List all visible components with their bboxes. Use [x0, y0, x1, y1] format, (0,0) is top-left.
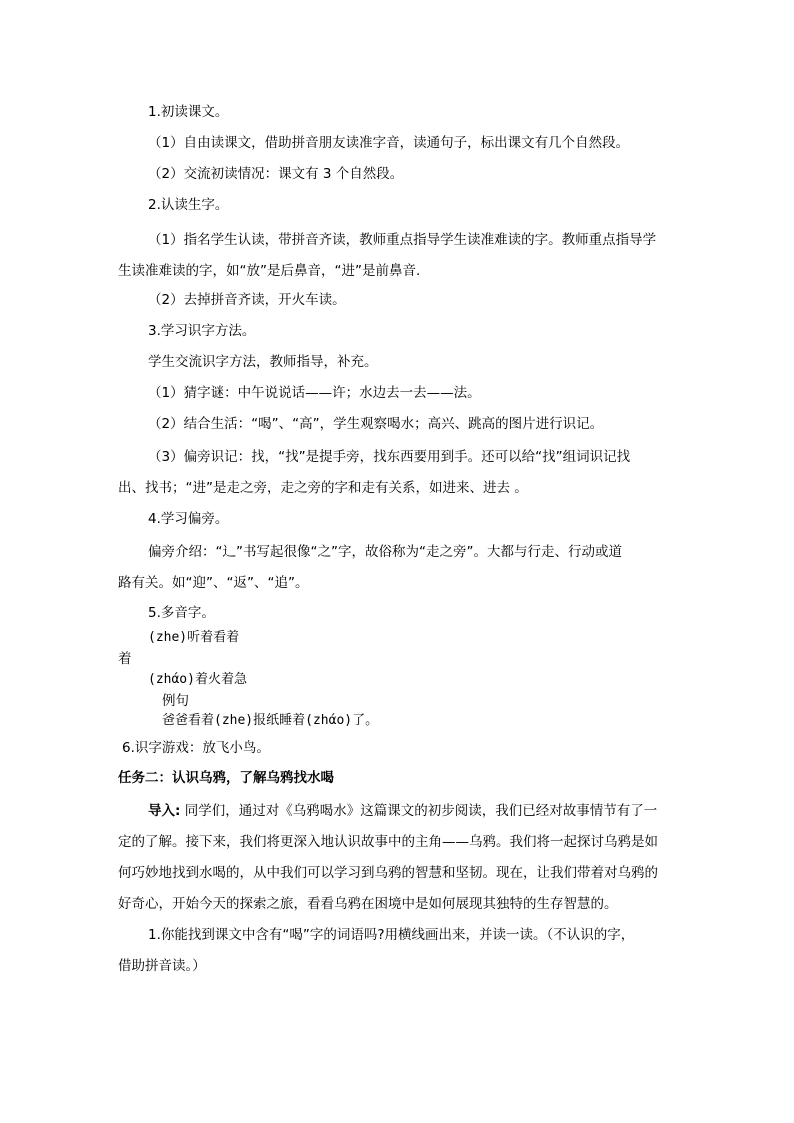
- step-riddle: （1）猜字谜：中午说说话——许；水边去一去——法。: [148, 385, 481, 401]
- item-literacy-game: 6.识字游戏：放飞小鸟。: [122, 740, 270, 756]
- step-pinyin-reading-1: （1）指名学生认读，带拼音齐读，教师重点指导学生读准难读的字。教师重点指导学: [148, 232, 657, 248]
- polyphone-char: 着: [118, 651, 132, 667]
- item-polyphone: 5.多音字。: [148, 605, 215, 621]
- question-1-line-2: 借助拼音读。）: [118, 958, 206, 974]
- example-label: 例句: [162, 693, 189, 709]
- step-pinyin-reading-2: 生读准难读的字，如“放”是后鼻音，“进”是前鼻音.: [118, 263, 421, 279]
- intro-line-1: [148, 802, 657, 820]
- task-two-heading: 任务二：认识乌鸦，了解乌鸦找水喝: [118, 770, 334, 786]
- radical-intro-1: 偏旁介绍：“辶”书写起很像“之”字，故俗称为“走之旁”。大都与行走、行动或道: [148, 544, 622, 560]
- intro-line-4: 好奇心，开始今天的探索之旅，看看乌鸦在困境中是如何展现其独特的生存智慧的。: [118, 896, 618, 912]
- step-free-reading: （1）自由读课文，借助拼音朋友读准字音，读通句子，标出课文有几个自然段。: [148, 135, 630, 151]
- item-new-characters: 2.认读生字。: [148, 197, 229, 213]
- example-sentence: 爸爸看着(zhe)报纸睡着(zhάo)了。: [162, 713, 379, 728]
- question-1-line-1: 1.你能找到课文中含有“喝”字的词语吗?用横线画出来，并读一读。（不认识的字，: [148, 927, 635, 943]
- polyphone-zhe: (zhe)听着看着: [148, 630, 240, 645]
- intro-line-3: 何巧妙地找到水喝的，从中我们可以学习到乌鸦的智慧和坚韧。现在，让我们带着对乌鸦的: [118, 865, 658, 881]
- item-first-reading: 1.初读课文。: [148, 104, 229, 120]
- intro-label: 导入:: [148, 803, 181, 819]
- item-radicals: 4.学习偏旁。: [148, 511, 229, 527]
- step-life-context: （2）结合生活：“喝”、“高”，学生观察喝水；高兴、跳高的图片进行识记。: [148, 416, 604, 432]
- radical-intro-2: 路有关。如“迎”、“返”、“追”。: [118, 575, 309, 591]
- intro-line-2: 定的了解。接下来，我们将更深入地认识故事中的主角——乌鸦。我们将一起探讨乌鸦是如: [118, 834, 658, 850]
- step-exchange: （2）交流初读情况：课文有 3 个自然段。: [148, 166, 404, 182]
- step-radical-1: （3）偏旁识记：找，“找”是提手旁，找东西要用到手。还可以给“找”组词识记找: [148, 449, 631, 465]
- step-train-reading: （2）去掉拼音齐读，开火车读。: [148, 292, 346, 308]
- step-radical-2: 出、找书；“进”是走之旁，走之旁的字和走有关系，如进来、进去 。: [118, 480, 528, 496]
- paragraph-student-exchange: 学生交流识字方法，教师指导，补充。: [148, 354, 378, 370]
- intro-text-1: 同学们，通过对《乌鸦喝水》这篇课文的初步阅读，我们已经对故事情节有了一: [180, 803, 658, 819]
- item-literacy-methods: 3.学习识字方法。: [148, 323, 256, 339]
- polyphone-zhao: (zhάo)着火着急: [148, 672, 247, 687]
